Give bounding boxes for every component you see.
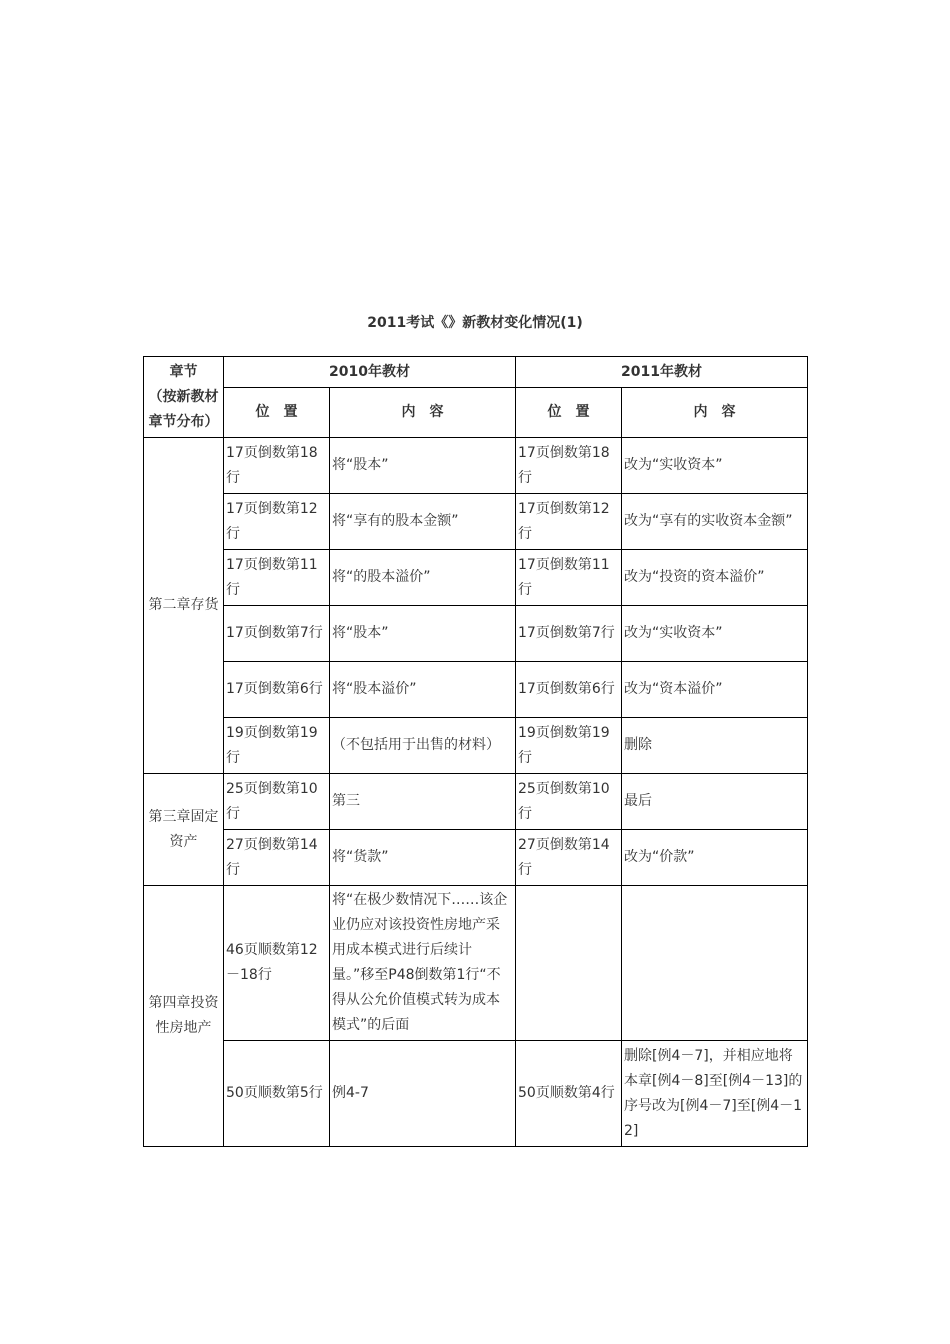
table-row <box>144 494 808 550</box>
table-row <box>144 774 808 830</box>
position-2010: 17页倒数第6行 <box>224 662 330 718</box>
position-2011: 50页顺数第4行 <box>516 1041 622 1147</box>
position-2011: 17页倒数第6行 <box>516 662 622 718</box>
position-2011: 27页倒数第14行 <box>516 830 622 886</box>
chapter-cell: 第二章存货 <box>144 438 224 774</box>
position-2011 <box>516 886 622 1041</box>
position-2010: 19页倒数第19行 <box>224 718 330 774</box>
content-2010: 将“货款” <box>330 830 516 886</box>
content-2010: 将“的股本溢价” <box>330 550 516 606</box>
content-2010: 第三 <box>330 774 516 830</box>
content-2011: 改为“实收资本” <box>622 606 808 662</box>
position-2010: 25页倒数第10行 <box>224 774 330 830</box>
changes-table <box>143 356 808 1147</box>
position-2011: 17页倒数第11行 <box>516 550 622 606</box>
position-2011: 17页倒数第18行 <box>516 438 622 494</box>
header-content-2011: 内 容 <box>622 388 808 438</box>
page-title: 2011考试《》新教材变化情况(1) <box>367 315 583 331</box>
position-2010: 27页倒数第14行 <box>224 830 330 886</box>
chapter-cell: 第三章固定资产 <box>144 774 224 886</box>
position-2010: 50页顺数第5行 <box>224 1041 330 1147</box>
content-2011: 改为“价款” <box>622 830 808 886</box>
header-chapter-cell <box>144 357 224 438</box>
position-2011: 17页倒数第12行 <box>516 494 622 550</box>
content-2011 <box>622 886 808 1041</box>
content-2010: 将“股本溢价” <box>330 662 516 718</box>
header-row <box>144 357 808 388</box>
content-2011: 改为“资本溢价” <box>622 662 808 718</box>
position-2011: 19页倒数第19行 <box>516 718 622 774</box>
chapter-cell: 第四章投资性房地产 <box>144 886 224 1147</box>
position-2010: 17页倒数第18行 <box>224 438 330 494</box>
content-2011: 改为“享有的实收资本金额” <box>622 494 808 550</box>
position-2010: 46页顺数第12－18行 <box>224 886 330 1041</box>
content-2011: 改为“实收资本” <box>622 438 808 494</box>
position-2011: 25页倒数第10行 <box>516 774 622 830</box>
table-row <box>144 1041 808 1147</box>
table-row <box>144 438 808 494</box>
content-2011: 最后 <box>622 774 808 830</box>
table-row <box>144 886 808 1041</box>
content-2010: 将“股本” <box>330 438 516 494</box>
table-row <box>144 550 808 606</box>
header-2010: 2010年教材 <box>224 357 516 388</box>
position-2010: 17页倒数第11行 <box>224 550 330 606</box>
table-row <box>144 718 808 774</box>
content-2010: （不包括用于出售的材料） <box>330 718 516 774</box>
position-2010: 17页倒数第7行 <box>224 606 330 662</box>
header-chapter: 章节 <box>169 363 198 380</box>
position-2011: 17页倒数第7行 <box>516 606 622 662</box>
content-2010: 将“股本” <box>330 606 516 662</box>
table-row <box>144 662 808 718</box>
content-2010: 例4-7 <box>330 1041 516 1147</box>
header-content-2010: 内 容 <box>330 388 516 438</box>
content-2010: 将“享有的股本金额” <box>330 494 516 550</box>
content-2011: 删除 <box>622 718 808 774</box>
header-row <box>144 388 808 438</box>
content-2010: 将“在极少数情况下……该企业仍应对该投资性房地产采用成本模式进行后续计量。”移至P48倒数第1行“不得从公允价值模式转为成本模式”的后面 <box>330 886 516 1041</box>
header-chapter-note: （按新教材章节分布） <box>148 388 219 430</box>
position-2010: 17页倒数第12行 <box>224 494 330 550</box>
table-row <box>144 606 808 662</box>
content-2011: 改为“投资的资本溢价” <box>622 550 808 606</box>
header-2011: 2011年教材 <box>516 357 808 388</box>
header-position-2010: 位 置 <box>224 388 330 438</box>
table-row <box>144 830 808 886</box>
content-2011: 删除[例4－7]，并相应地将本章[例4－8]至[例4－13]的序号改为[例4－7]至[例4－12] <box>622 1041 808 1147</box>
header-position-2011: 位 置 <box>516 388 622 438</box>
